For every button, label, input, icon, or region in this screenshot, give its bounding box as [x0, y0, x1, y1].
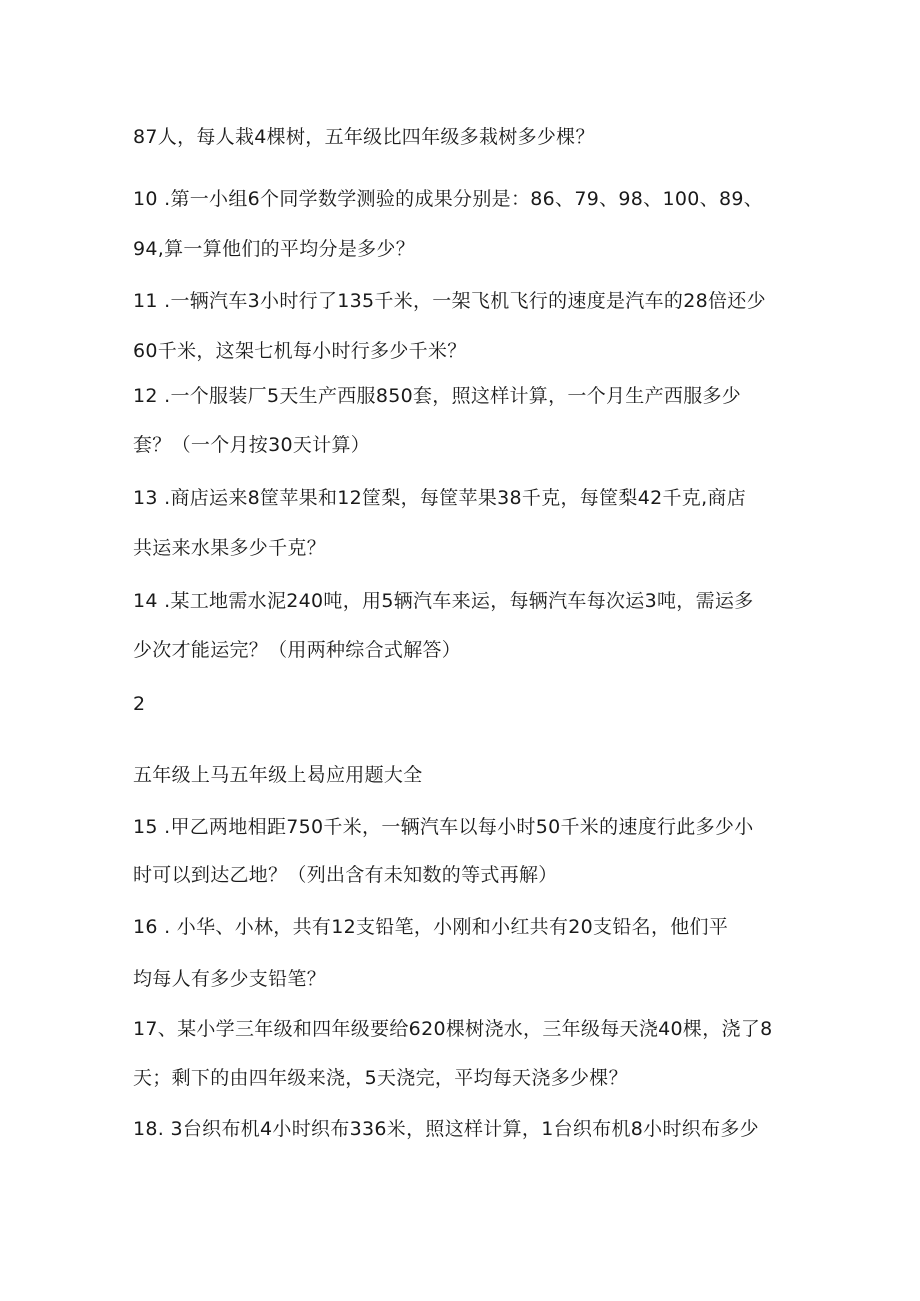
text-line: 15 .甲乙两地相距750千米，一辆汽车以每小时50千米的速度行此多少小 [133, 816, 754, 838]
text-line: 13 .商店运来8筐苹果和12筐梨，每筐苹果38千克，每筐梨42千克,商店 [133, 487, 747, 509]
text-line: 天；剩下的由四年级来浇，5天浇完，平均每天浇多少棵？ [133, 1067, 628, 1089]
text-line: 11 .一辆汽车3小时行了135千米，一架飞机飞行的速度是汽车的28倍还少 [133, 290, 766, 312]
text-line: 少次才能运完？（用两种综合式解答） [133, 639, 462, 661]
text-line: 均每人有多少支铅笔？ [133, 968, 327, 990]
text-line: 14 .某工地需水泥240吨，用5辆汽车来运，每辆汽车每次运3吨，需运多 [133, 590, 754, 612]
text-line: 60千米，这架七机每小时行多少千米？ [133, 340, 467, 362]
text-line: 时可以到达乙地？（列出含有未知数的等式再解） [133, 864, 558, 886]
text-line: 18. 3台织布机4小时织布336米，照这样计算，1台织布机8小时织布多少 [133, 1118, 759, 1140]
text-line: 94,算一算他们的平均分是多少？ [133, 238, 416, 260]
text-line: 10 .第一小组6个同学数学测验的成果分别是：86、79、98、100、89、 [133, 188, 764, 210]
text-line: 套？（一个月按30天计算） [133, 434, 371, 456]
section-heading: 五年级上马五年级上曷应用题大全 [133, 764, 423, 786]
text-line: 共运来水果多少千克？ [133, 537, 327, 559]
text-line: 12 .一个服装厂5天生产西服850套，照这样计算，一个月生产西服多少 [133, 385, 742, 407]
text-line: 16 . 小华、小林，共有12支铅笔，小刚和小红共有20支铅名，他们平 [133, 916, 729, 938]
text-line: 17、某小学三年级和四年级要给620棵树浇水，三年级每天浇40棵，浇了8 [133, 1018, 773, 1040]
page-number: 2 [133, 693, 146, 715]
text-line: 87人，每人栽4棵树，五年级比四年级多栽树多少棵？ [133, 126, 595, 148]
